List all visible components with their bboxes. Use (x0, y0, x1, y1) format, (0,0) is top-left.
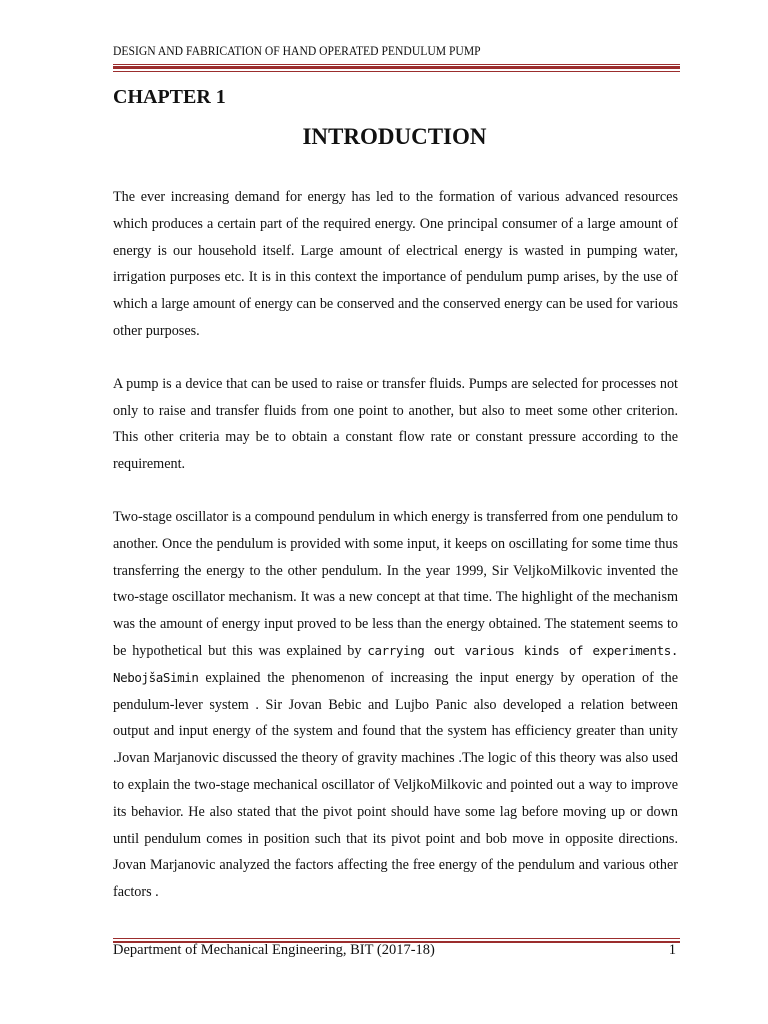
header-rule-thick (113, 66, 680, 69)
footer-department: Department of Mechanical Engineering, BIT (2017-18) (113, 942, 435, 958)
paragraph-3-part-b: explained the phenomenon of increasing the input energy by operation of the pendulum-lever system . Sir Jovan Bebic and Lujbo Panic also developed a relation between output and input energy of the system and found that the system has efficiency greater than unity .Jovan Marjanovic discussed the theory of gravity machines .The logic of this theory was also used to explain the two-stage mechanical oscillator of VeljkoMilkovic and pointed out a way to improve its behavior. He also stated that the pivot point should have some lag before moving up or down until pendulum comes in position such that its pivot point and bob move in opposite directions. Jovan Marjanovic analyzed the factors affecting the free energy of the pendulum and various other factors . (113, 669, 678, 901)
page-number: 1 (668, 942, 676, 958)
header-rule-top (113, 64, 680, 65)
chapter-label: CHAPTER 1 (113, 86, 226, 108)
paragraph-2: A pump is a device that can be used to raise or transfer fluids. Pumps are selected for processes not only to raise and transfer fluids from one point to another, but also to meet some other criterion. This other criteria may be to obtain a constant flow rate or constant pressure according to the requirement. (113, 375, 678, 473)
document-body (113, 184, 678, 932)
paragraph-3-part-a: Two-stage oscillator is a compound pendulum in which energy is transferred from one pendulum to another. Once the pendulum is provided with some input, it keeps on oscillating for some time thus transferring the energy to the other pendulum. In the year 1999, Sir VeljkoMilkovic invented the two-stage oscillator mechanism. It was a new concept at that time. The highlight of the mechanism was the amount of energy input proved to be less than the energy obtained. The statement seems to be hypothetical but this was explained by (113, 508, 678, 659)
chapter-title: INTRODUCTION (302, 124, 487, 149)
paragraph-3-mono-run: carrying out various kinds of experiments. NebojšaSimin (113, 642, 678, 685)
paragraph-1: The ever increasing demand for energy has led to the formation of various advanced resources which produces a certain part of the required energy. One principal consumer of a large amount of energy is our household itself. Large amount of electrical energy is wasted in pumping water, irrigation purposes etc. It is in this context the importance of pendulum pump arises, by the use of which a large amount of energy can be conserved and the conserved energy can be used for various other purposes. (113, 189, 678, 339)
footer-rule-top (113, 938, 680, 939)
paragraph-3 (113, 504, 678, 906)
running-header: DESIGN AND FABRICATION OF HAND OPERATED PENDULUM PUMP (113, 44, 481, 58)
header-rule-bottom (113, 71, 680, 72)
